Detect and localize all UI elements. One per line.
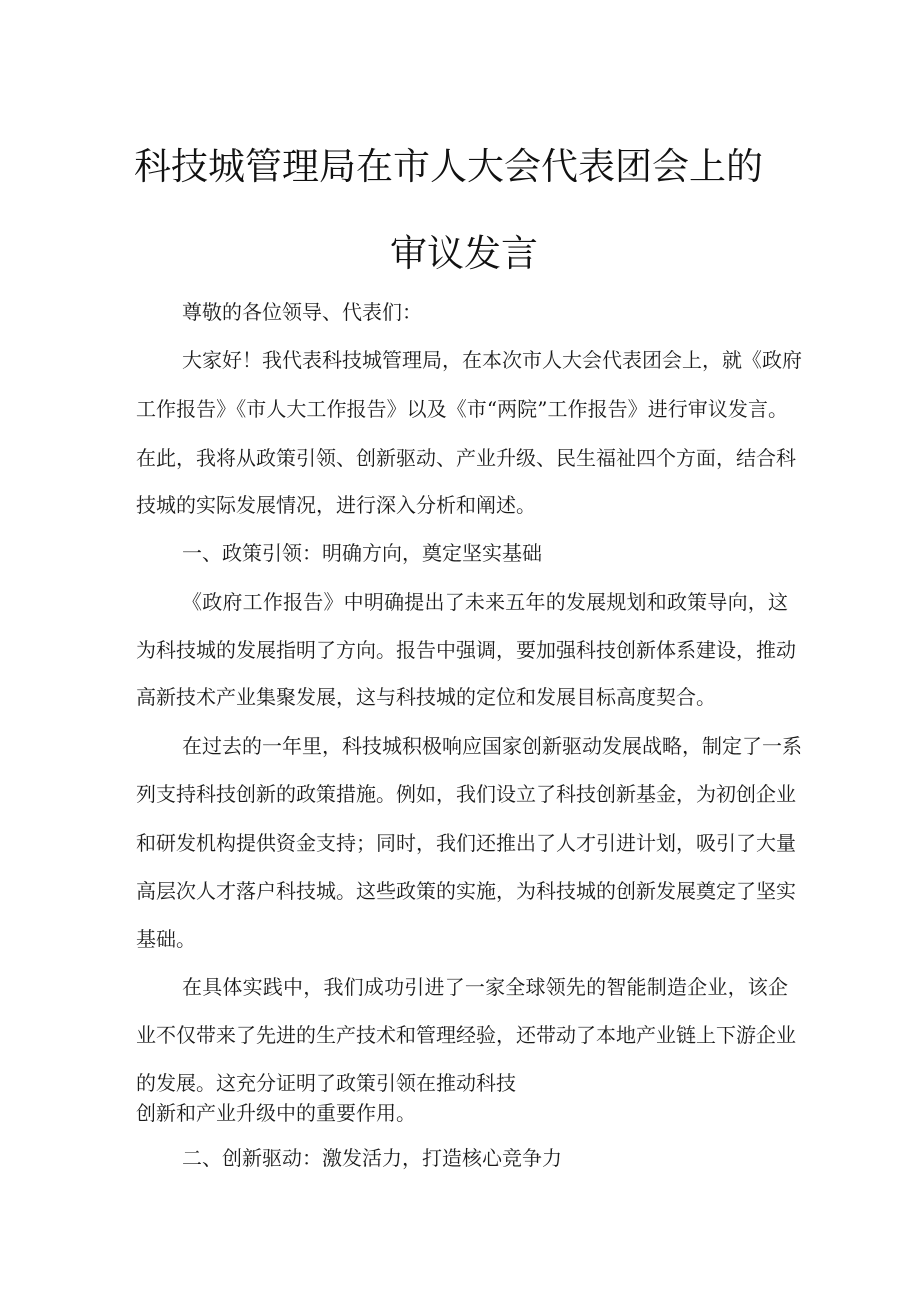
section-heading-2: 二、创新驱动：激发活力，打造核心竞争力 <box>182 1146 562 1170</box>
paragraph-2-line-1: 《政府工作报告》中明确提出了未来五年的发展规划和政策导向，这 <box>182 590 788 614</box>
paragraph-1-line-3: 在此，我将从政策引领、创新驱动、产业升级、民生福祉四个方面，结合科 <box>136 446 796 470</box>
paragraph-4-line-4: 创新和产业升级中的重要作用。 <box>136 1101 416 1125</box>
paragraph-3-line-2: 列支持科技创新的政策措施。例如，我们设立了科技创新基金，为初创企业 <box>136 782 796 806</box>
salutation: 尊敬的各位领导、代表们： <box>182 300 422 324</box>
paragraph-3-line-4: 高层次人才落户科技城。这些政策的实施，为科技城的创新发展奠定了坚实 <box>136 879 796 903</box>
paragraph-1-line-4: 技城的实际发展情况，进行深入分析和阐述。 <box>136 493 536 517</box>
paragraph-3-line-5: 基础。 <box>136 927 196 951</box>
paragraph-3-line-3: 和研发机构提供资金支持；同时，我们还推出了人才引进计划，吸引了大量 <box>136 831 796 855</box>
paragraph-1-line-2: 工作报告》《市人大工作报告》以及《市“两院”工作报告》进行审议发言。 <box>136 397 788 421</box>
document-title-line-2: 审议发言 <box>390 232 538 275</box>
document-title-line-1: 科技城管理局在市人大会代表团会上的 <box>134 145 763 188</box>
paragraph-2-line-2: 为科技城的发展指明了方向。报告中强调，要加强科技创新体系建设，推动 <box>136 638 796 662</box>
paragraph-3-line-1: 在过去的一年里，科技城积极响应国家创新驱动发展战略，制定了一系 <box>182 734 802 758</box>
paragraph-2-line-3: 高新技术产业集聚发展，这与科技城的定位和发展目标高度契合。 <box>136 685 716 709</box>
section-heading-1: 一、政策引领：明确方向，奠定坚实基础 <box>182 541 542 565</box>
paragraph-4-line-3: 的发展。这充分证明了政策引领在推动科技 <box>136 1071 516 1095</box>
paragraph-1-line-1: 大家好！我代表科技城管理局，在本次市人大会代表团会上，就《政府 <box>182 348 802 372</box>
paragraph-4-line-2: 业不仅带来了先进的生产技术和管理经验，还带动了本地产业链上下游企业 <box>136 1023 796 1047</box>
paragraph-4-line-1: 在具体实践中，我们成功引进了一家全球领先的智能制造企业，该企 <box>182 975 788 999</box>
